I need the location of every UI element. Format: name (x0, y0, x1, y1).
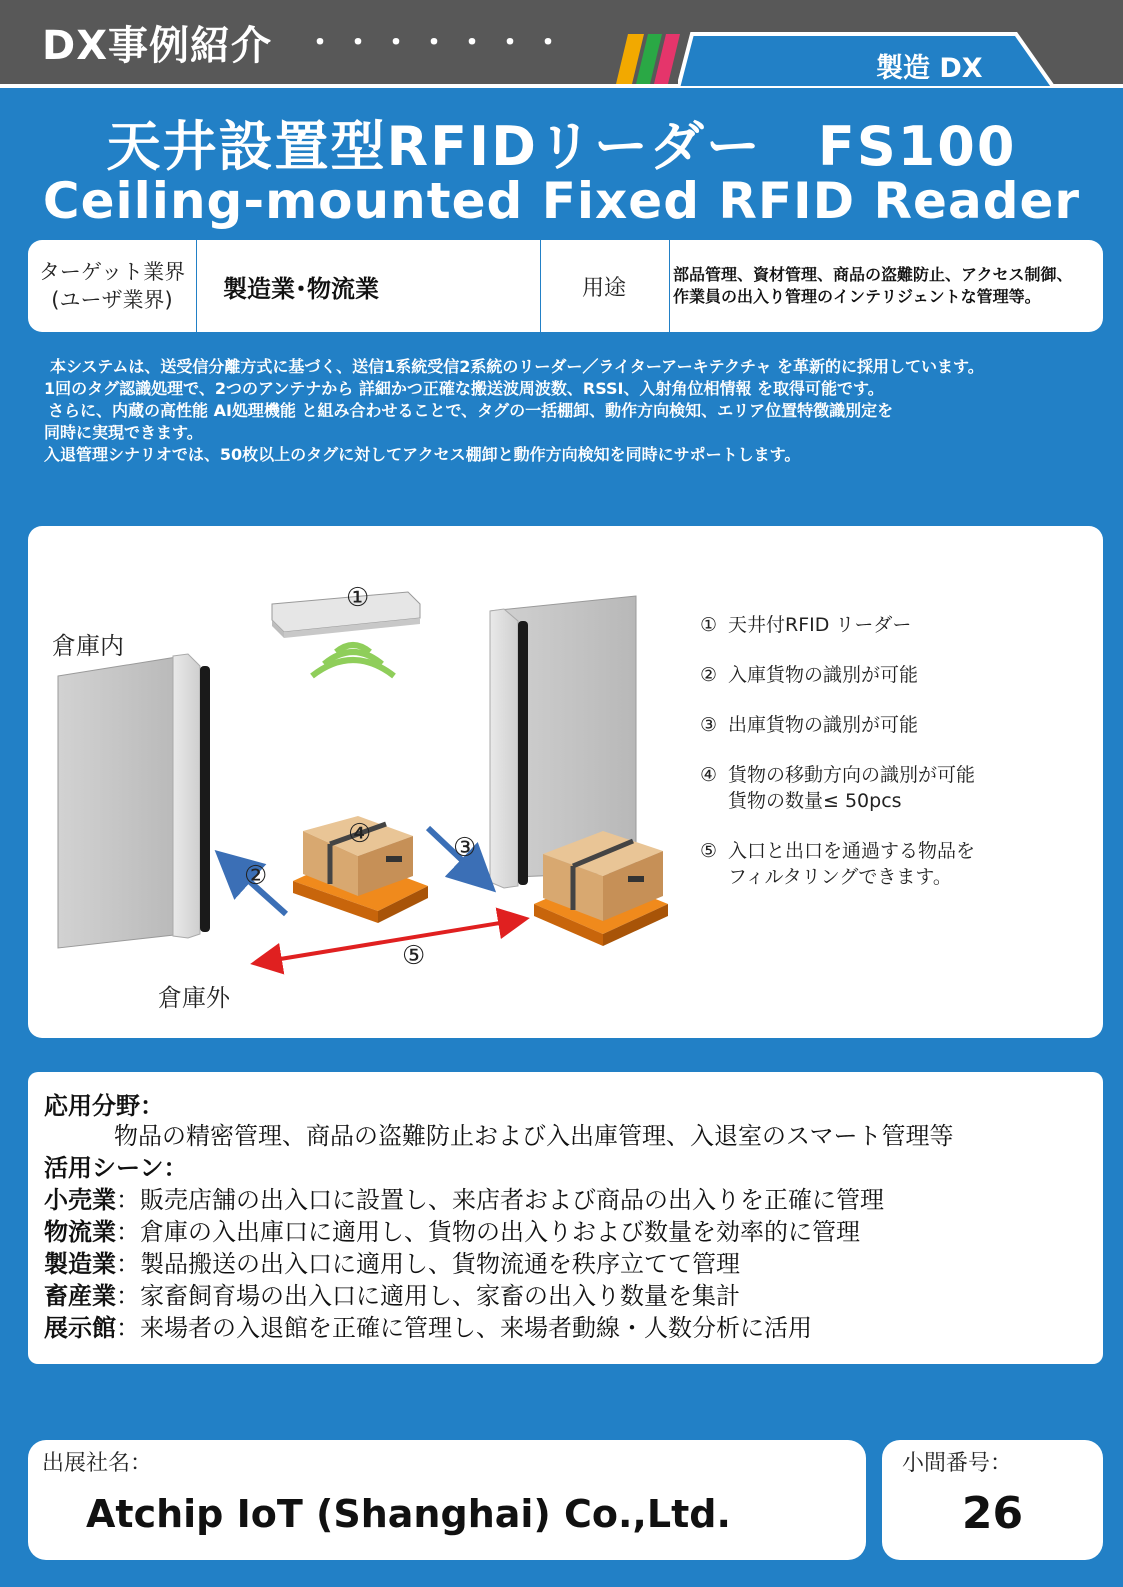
label-outside: 倉庫外 (158, 984, 230, 1012)
description-line: 同時に実現できます。 (44, 423, 203, 442)
field-heading: 応用分野： (44, 1092, 164, 1120)
booth-box (882, 1440, 1103, 1560)
left-gate (58, 654, 210, 948)
marker-5: ⑤ (402, 941, 426, 971)
legend-item: ① 天井付RFID リーダー (700, 614, 912, 636)
use-value (673, 240, 1098, 332)
table-divider (196, 240, 197, 332)
marker-2: ② (244, 861, 268, 891)
exhibitor-name: Atchip IoT (Shanghai) Co.,Ltd. (86, 1492, 731, 1536)
scene-heading: 活用シーン： (44, 1154, 188, 1182)
use-label-text: 用途 (581, 275, 626, 301)
use-label (540, 240, 668, 332)
table-divider (669, 240, 670, 332)
target-label-line1: ターゲット業界 (38, 260, 186, 284)
applications-panel (28, 1072, 1103, 1364)
info-table (28, 240, 1103, 332)
product-title-jp: 天井設置型RFIDリーダー FS100 (106, 115, 1017, 178)
banner-dots: ・・・・・・・ (305, 26, 571, 61)
target-industry-value (223, 240, 563, 332)
legend-item: ⑤ 入口と出口を通過する物品を フィルタリングできます。 (700, 840, 976, 888)
use-value-line1: 部品管理、資材管理、商品の盗難防止、アクセス制御、 (673, 265, 1073, 284)
legend-item: ③ 出庫貨物の識別が可能 (700, 714, 919, 736)
exhibitor-label: 出展社名： (42, 1451, 153, 1476)
pass-through-arrow (262, 920, 518, 962)
use-value-line2: 作業員の出入り管理のインテリジェントな管理等。 (673, 287, 1041, 306)
banner-title: DX事例紹介 (42, 23, 273, 69)
marker-1: ① (346, 583, 370, 613)
scene-item: 展示館：来場者の入退館を正確に管理し、来場者動線・人数分析に活用 (44, 1314, 812, 1342)
scene-item: 物流業：倉庫の入出庫口に適用し、貨物の出入りおよび数量を効率的に管理 (44, 1218, 860, 1246)
marker-4: ④ (348, 819, 372, 849)
description-line: さらに、内蔵の高性能 AI処理機能 と組み合わせることで、タグの一括棚卸、動作方向検知、エリア位置特徴識別定を (48, 401, 894, 420)
target-industry-label (28, 240, 196, 332)
scene-item: 畜産業：家畜飼育場の出入口に適用し、家畜の出入り数量を集計 (44, 1282, 740, 1310)
marker-3: ③ (453, 833, 477, 863)
booth-label: 小間番号： (902, 1451, 1013, 1476)
scene-item: 小売業：販売店舗の出入口に設置し、来店者および商品の出入りを正確に管理 (44, 1186, 884, 1214)
legend-item: ② 入庫貨物の識別が可能 (700, 664, 919, 686)
description-line: 1回のタグ認識処理で、2つのアンテナから 詳細かつ正確な搬送波周波数、RSSI、入射角位相情報 を取得可能です。 (44, 379, 884, 398)
booth-number: 26 (961, 1488, 1024, 1539)
legend-item: ④ 貨物の移動方向の識別が可能 貨物の数量≤ 50pcs (700, 764, 976, 812)
scene-item: 製造業：製品搬送の出入口に適用し、貨物流通を秩序立てて管理 (44, 1250, 740, 1278)
target-value: 製造業･物流業 (223, 274, 379, 303)
signal-waves-icon (312, 645, 394, 676)
exhibitor-box (28, 1440, 866, 1560)
description-line: 本システムは、送受信分離方式に基づく、送信1系統受信2系統のリーダー／ライターアーキテクチャ を革新的に採用しています。 (50, 357, 984, 376)
description-line: 入退管理シナリオでは、50枚以上のタグに対してアクセス棚卸と動作方向検知を同時にサポートします。 (44, 445, 801, 464)
category-tab (678, 30, 1058, 88)
label-inside: 倉庫内 (52, 632, 124, 660)
target-label-line2: (ユーザ業界) (51, 288, 173, 312)
category-tag: 製造 DX (876, 53, 983, 84)
field-text: 物品の精密管理、商品の盗難防止および入出庫管理、入退室のスマート管理等 (114, 1122, 954, 1150)
color-stripes-icon (614, 30, 684, 88)
product-title-en: Ceiling-mounted Fixed RFID Reader (42, 172, 1081, 230)
diagram-panel (28, 526, 1103, 1038)
description (44, 356, 1094, 466)
